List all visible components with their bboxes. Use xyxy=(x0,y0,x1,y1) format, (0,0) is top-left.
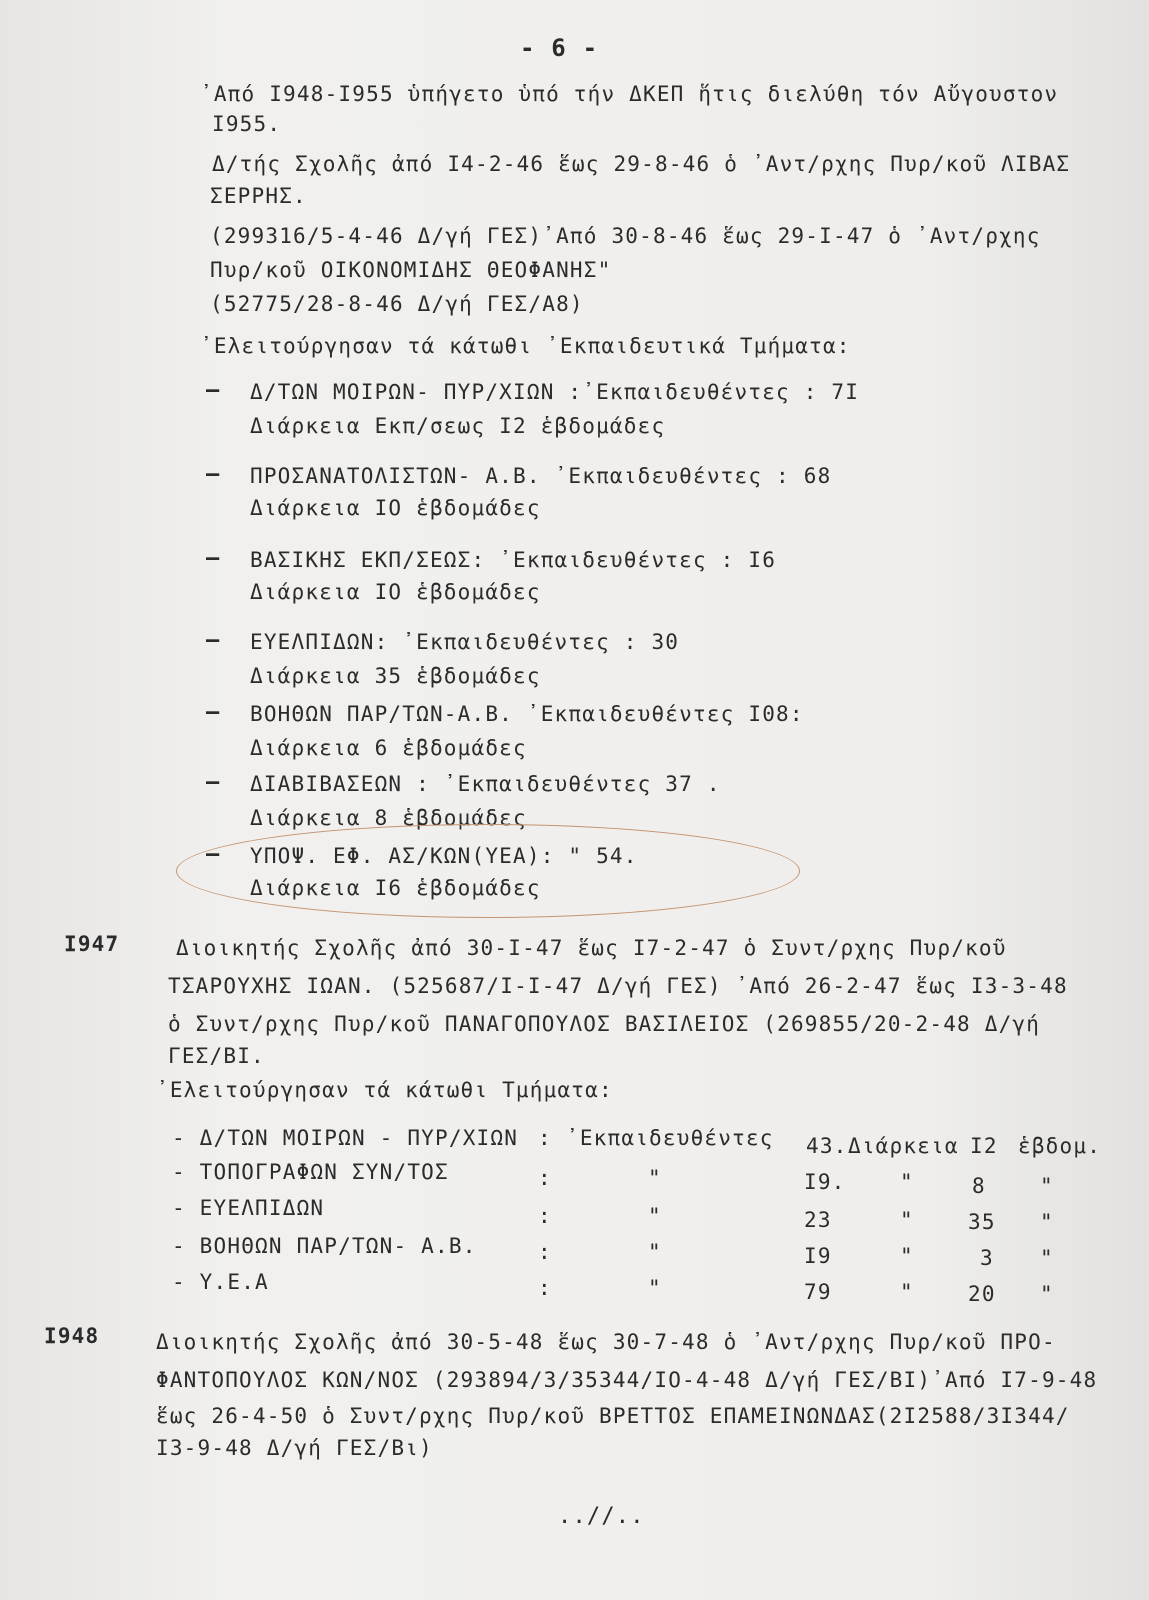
unit-name: - Δ/ΤΩΝ ΜΟΙΡΩΝ - ΠΥΡ/ΧΙΩΝ xyxy=(172,1126,519,1150)
trainees-count: Ι9. xyxy=(804,1170,846,1194)
body-line: (52775/28-8-46 Δ/γή ΓΕΣ/Α8) xyxy=(210,292,584,316)
colon: : xyxy=(538,1126,552,1150)
ditto-mark: " xyxy=(1040,1246,1053,1270)
colon: : xyxy=(538,1240,552,1264)
body-line: Ι955. xyxy=(212,112,282,136)
page-continuation-mark: ..//.. xyxy=(558,1504,645,1529)
unit-duration: Διάρκεια 6 ἑβδομάδες xyxy=(250,736,527,760)
list-bullet: – xyxy=(206,546,220,571)
ditto-mark: " xyxy=(1040,1210,1053,1234)
body-line: Διοικητής Σχολῆς ἀπό 30-5-48 ἕως 30-7-48 ὁ ᾿Αντ/ρχης Πυρ/κοῦ ΠΡΟ- xyxy=(156,1330,1056,1354)
ditto-mark: " xyxy=(1040,1174,1053,1198)
unit-duration: Διάρκεια 35 ἑβδομάδες xyxy=(250,664,541,688)
list-bullet: – xyxy=(206,770,220,795)
ditto-mark: " xyxy=(900,1170,913,1194)
unit-line: ΒΑΣΙΚΗΣ ΕΚΠ/ΣΕΩΣ: ᾿Εκπαιδευθέντες : Ι6 xyxy=(250,548,777,572)
list-bullet: – xyxy=(206,462,220,487)
unit-line: ΔΙΑΒΙΒΑΣΕΩΝ : ᾿Εκπαιδευθέντες 37 . xyxy=(250,772,721,796)
ditto-mark: " xyxy=(648,1204,661,1228)
ditto-mark: " xyxy=(900,1208,913,1232)
duration-label: Διάρκεια xyxy=(848,1134,959,1158)
body-line: (299316/5-4-46 Δ/γή ΓΕΣ)᾿Από 30-8-46 ἕως 29-Ι-47 ὁ ᾿Αντ/ρχης xyxy=(210,224,1041,248)
weeks-count: 35 xyxy=(968,1210,996,1234)
list-bullet: – xyxy=(206,378,220,403)
trainees-count: 79 xyxy=(804,1280,832,1304)
unit-name: - ΕΥΕΛΠΙΔΩΝ xyxy=(172,1196,325,1220)
unit-line: ΥΠΟΨ. ΕΦ. ΑΣ/ΚΩΝ(ΥΕΑ): " 54. xyxy=(250,844,638,868)
trainees-count: 23 xyxy=(804,1208,832,1232)
weeks-count: Ι2 xyxy=(970,1134,998,1158)
body-line: ΦΑΝΤΟΠΟΥΛΟΣ ΚΩΝ/ΝΟΣ (293894/3/35344/ΙΟ-4-48 Δ/γή ΓΕΣ/ΒΙ)᾿Από Ι7-9-48 xyxy=(156,1368,1098,1392)
unit-duration: Διάρκεια 8 ἑβδομάδες xyxy=(250,806,527,830)
weeks-count: 8 xyxy=(972,1174,986,1198)
body-line: Δ/τής Σχολῆς ἀπό Ι4-2-46 ἕως 29-8-46 ὁ ᾿Αντ/ρχης Πυρ/κοῦ ΛΙΒΑΣ xyxy=(212,152,1071,176)
page-number: - 6 - xyxy=(520,34,599,62)
unit-name: - ΤΟΠΟΓΡΑΦΩΝ ΣΥΝ/ΤΟΣ xyxy=(172,1160,449,1184)
unit-duration: Διάρκεια Εκπ/σεως Ι2 ἑβδομάδες xyxy=(250,414,666,438)
colon: : xyxy=(538,1204,552,1228)
trainees-count: 43. xyxy=(806,1134,848,1158)
unit-duration: Διάρκεια Ι6 ἑβδομάδες xyxy=(250,876,541,900)
unit-line: Δ/ΤΩΝ ΜΟΙΡΩΝ- ΠΥΡ/ΧΙΩΝ :᾿Εκπαιδευθέντες : 7Ι xyxy=(250,380,860,404)
body-line: ΓΕΣ/ΒΙ. xyxy=(168,1044,265,1068)
unit-line: ΕΥΕΛΠΙΔΩΝ: ᾿Εκπαιδευθέντες : 30 xyxy=(250,630,680,654)
unit-name: - ΒΟΗΘΩΝ ΠΑΡ/ΤΩΝ- Α.Β. xyxy=(172,1234,477,1258)
body-line: Ι3-9-48 Δ/γή ΓΕΣ/Βι) xyxy=(156,1436,433,1460)
weeks-count: 3 xyxy=(980,1246,994,1270)
unit-line: ΠΡΟΣΑΝΑΤΟΛΙΣΤΩΝ- Α.Β. ᾿Εκπαιδευθέντες : 68 xyxy=(250,464,832,488)
weeks-count: 20 xyxy=(968,1282,996,1306)
ditto-mark: " xyxy=(900,1280,913,1304)
unit-line: ΒΟΗΘΩΝ ΠΑΡ/ΤΩΝ-Α.Β. ᾿Εκπαιδευθέντες Ι08: xyxy=(250,702,804,726)
body-line: Διοικητής Σχολῆς ἀπό 30-Ι-47 ἕως Ι7-2-47 ὁ Συντ/ρχης Πυρ/κοῦ xyxy=(176,936,1007,960)
ditto-mark: " xyxy=(648,1276,661,1300)
section-heading: ᾿Ελειτούργησαν τά κάτωθι Τμήματα: xyxy=(156,1078,613,1102)
handdrawn-circle-annotation xyxy=(176,824,800,918)
ditto-mark: " xyxy=(1040,1282,1053,1306)
section-heading: ᾿Ελειτούργησαν τά κάτωθι ᾿Εκπαιδευτικά Τμήματα: xyxy=(200,334,851,358)
body-line: ᾿Από Ι948-Ι955 ὑπήγετο ὑπό τήν ΔΚΕΠ ἥτις διελύθη τόν Αὔγουστον xyxy=(200,82,1059,106)
colon: : xyxy=(538,1276,552,1300)
year-label: Ι947 xyxy=(64,932,120,956)
unit-duration: Διάρκεια ΙΟ ἑβδομάδες xyxy=(250,496,541,520)
ditto-mark: " xyxy=(648,1240,661,1264)
trainees-count: Ι9 xyxy=(804,1244,832,1268)
body-line: ΤΣΑΡΟΥΧΗΣ ΙΩΑΝ. (525687/Ι-Ι-47 Δ/γή ΓΕΣ) ᾿Από 26-2-47 ἕως Ι3-3-48 xyxy=(168,974,1068,998)
unit-duration: Διάρκεια ΙΟ ἑβδομάδες xyxy=(250,580,541,604)
body-line: Πυρ/κοῦ ΟΙΚΟΝΟΜΙΔΗΣ ΘΕΟΦΑΝΗΣ" xyxy=(210,258,612,282)
list-bullet: – xyxy=(206,700,220,725)
ditto-mark: " xyxy=(900,1244,913,1268)
unit-name: - Υ.Ε.Α xyxy=(172,1270,269,1294)
list-bullet: – xyxy=(206,842,220,867)
body-line: ὁ Συντ/ρχης Πυρ/κοῦ ΠΑΝΑΓΟΠΟΥΛΟΣ ΒΑΣΙΛΕΙΟΣ (269855/20-2-48 Δ/γή xyxy=(168,1012,1041,1036)
year-label: Ι948 xyxy=(44,1324,100,1348)
trainees-label: ᾿Εκπαιδευθέντες xyxy=(566,1126,774,1150)
body-line: ἕως 26-4-50 ὁ Συντ/ρχης Πυρ/κοῦ ΒΡΕΤΤΟΣ ΕΠΑΜΕΙΝΩΝΔΑΣ(2Ι2588/3Ι344/ xyxy=(156,1404,1070,1428)
colon: : xyxy=(538,1166,552,1190)
list-bullet: – xyxy=(206,628,220,653)
body-line: ΣΕΡΡΗΣ. xyxy=(210,184,307,208)
weeks-unit: ἑβδομ. xyxy=(1018,1134,1102,1158)
ditto-mark: " xyxy=(648,1166,661,1190)
